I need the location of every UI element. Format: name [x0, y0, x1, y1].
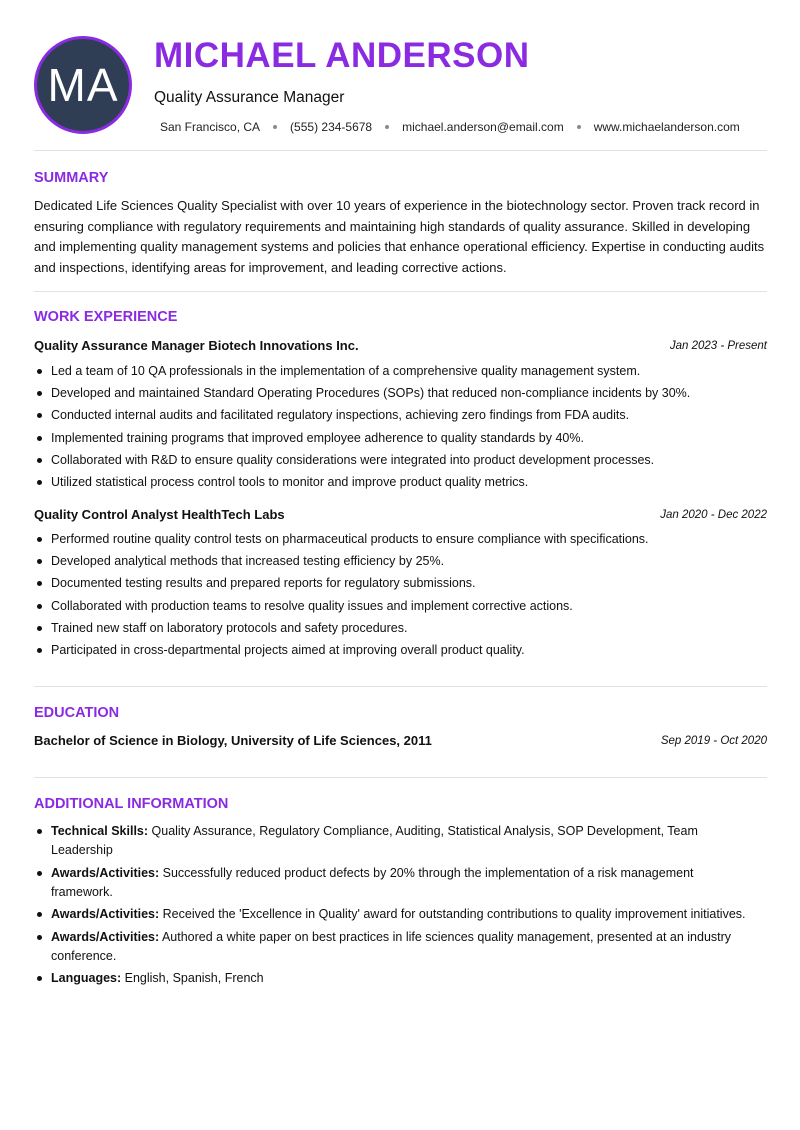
summary-text: Dedicated Life Sciences Quality Specialist with over 10 years of experience in the biotechnology sector. Proven track record in ensuring compliance with regulatory requirements and maintaining high standards of quality assurance. Skilled in developing and implementing quality management systems and policies that enhance operational efficiency. Expertise in conducting audits and inspections, identifying areas for improvement, and leading corrective actions.: [34, 198, 765, 275]
divider: [34, 150, 767, 151]
list-item: [34, 969, 754, 988]
list-item: Participated in cross-departmental projects aimed at improving overall product quality.: [34, 639, 769, 661]
list-item: Utilized statistical process control tools to monitor and improve product quality metrics.: [34, 471, 769, 493]
item-text: Authored a white paper on best practices in life sciences quality management, presented at an industry conference.: [51, 929, 732, 963]
contact-website[interactable]: www.michaelanderson.com: [593, 120, 740, 134]
list-item: Collaborated with production teams to resolve quality issues and implement corrective actions.: [34, 595, 769, 617]
job-1-dates: Jan 2023 - Present: [669, 340, 767, 352]
separator-dot: [273, 125, 277, 129]
experience-heading: WORK EXPERIENCE: [34, 309, 178, 325]
contact-location: San Francisco, CA: [160, 120, 261, 134]
job-1-title: Quality Assurance Manager Biotech Innovations Inc.: [34, 338, 359, 353]
item-label: Technical Skills:: [51, 824, 149, 838]
list-item: Trained new staff on laboratory protocols and safety procedures.: [34, 617, 769, 639]
education-heading: EDUCATION: [34, 705, 120, 721]
item-label: Awards/Activities:: [51, 907, 160, 921]
item-text: English, Spanish, French: [124, 971, 264, 985]
list-item: Collaborated with R&D to ensure quality considerations were integrated into product development processes.: [34, 449, 769, 471]
candidate-title: Quality Assurance Manager: [154, 89, 345, 106]
item-label: Awards/Activities:: [51, 865, 160, 880]
list-item: Performed routine quality control tests on pharmaceutical products to ensure compliance with specifications.: [34, 528, 769, 550]
candidate-name: MICHAEL ANDERSON: [154, 36, 530, 75]
divider: [34, 291, 767, 292]
item-text: Quality Assurance, Regulatory Compliance, Auditing, Statistical Analysis, SOP Development, Team Leadership: [51, 824, 698, 857]
list-item: [34, 928, 754, 966]
avatar: [34, 36, 132, 134]
list-item: Developed and maintained Standard Operating Procedures (SOPs) that reduced non-compliance incidents by 30%.: [34, 382, 769, 404]
list-item: Led a team of 10 QA professionals in the implementation of a comprehensive quality management system.: [34, 360, 769, 382]
list-item: Conducted internal audits and facilitated regulatory inspections, achieving zero findings from FDA audits.: [34, 404, 769, 426]
list-item: Developed analytical methods that increased testing efficiency by 25%.: [34, 550, 769, 572]
avatar-initials: MA: [47, 59, 119, 111]
separator-dot: [577, 125, 581, 129]
list-item: Implemented training programs that improved employee adherence to quality standards by 40%.: [34, 427, 769, 449]
job-2-bullets: [34, 528, 769, 661]
contact-line: [160, 120, 740, 134]
contact-email[interactable]: michael.anderson@email.com: [402, 120, 564, 134]
item-text: Received the 'Excellence in Quality' award for outstanding contributions to quality improvement initiatives.: [162, 907, 746, 921]
list-item: Documented testing results and prepared reports for regulatory submissions.: [34, 572, 769, 594]
separator-dot: [385, 125, 389, 129]
summary-heading: SUMMARY: [34, 170, 109, 186]
education-degree: Bachelor of Science in Biology, University of Life Sciences, 2011: [34, 733, 432, 748]
contact-phone: (555) 234-5678: [290, 120, 373, 134]
divider: [34, 686, 767, 687]
item-label: Awards/Activities:: [51, 929, 160, 944]
divider: [34, 777, 767, 778]
list-item: [34, 864, 754, 902]
job-2-title: Quality Control Analyst HealthTech Labs: [34, 507, 285, 522]
education-dates: Sep 2019 - Oct 2020: [660, 735, 767, 747]
job-1-bullets: [34, 360, 769, 493]
additional-heading: ADDITIONAL INFORMATION: [34, 796, 229, 812]
item-text: Successfully reduced product defects by 20% through the implementation of a risk management framework.: [51, 865, 694, 899]
list-item: [34, 905, 754, 924]
item-label: Languages:: [51, 971, 122, 985]
job-2-dates: Jan 2020 - Dec 2022: [660, 509, 767, 521]
additional-list: [34, 822, 754, 992]
list-item: [34, 822, 754, 860]
